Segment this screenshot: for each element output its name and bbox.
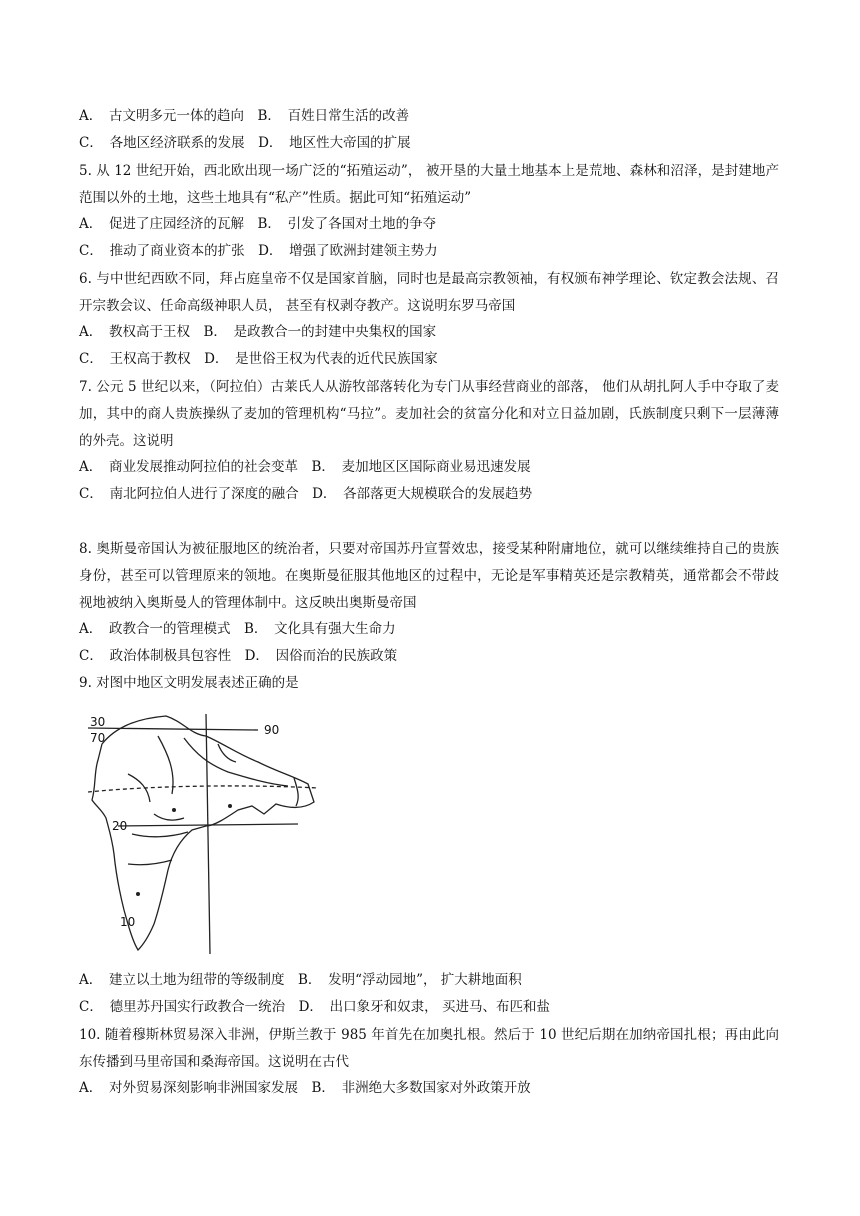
q9-options-ab: A． 建立以土地为纽带的等级制度 B． 发明“浮动园地”， 扩大耕地面积 — [79, 972, 522, 988]
q10-stem: 10. 随着穆斯林贸易深入非洲，伊斯兰教于 985 年首先在加奥扎根。然后于 10 世纪后期在加纳帝国扎根；再由此向东传播到马里帝国和桑海帝国。这说明在古代 — [79, 1027, 779, 1070]
q5-options-cd: C． 推动了商业资本的扩张 D． 增强了欧洲封建领主势力 — [79, 243, 438, 259]
map-label-90: 90 — [264, 723, 280, 737]
q6-stem: 6. 与中世纪西欧不同，拜占庭皇帝不仅是国家首脑，同时也是最高宗教领袖，有权颁布神学理论、钦定教会法规、召开宗教会议、任命高级神职人员， 甚至有权剥夺教产。这说明东罗马帝国 — [79, 271, 779, 314]
map-label-20: 20 — [112, 819, 128, 833]
tropic-line — [88, 786, 318, 792]
q10-options-ab: A． 对外贸易深刻影响非洲国家发展 B． 非洲绝大多数国家对外政策开放 — [79, 1080, 531, 1096]
river-6 — [154, 814, 184, 820]
river-7 — [294, 778, 298, 806]
q8-stem: 8. 奥斯曼帝国认为被征服地区的统治者，只要对帝国苏丹宣誓效忠，接受某种附庸地位，就可以继续维持自己的贵族身份，甚至可以管理原来的领地。在奥斯曼征服其他地区的过程中，无论是军事精英还是宗教精英，通常都会不带歧视地被纳入奥斯曼人的管理体制中。这反映出奥斯曼帝国 — [79, 541, 779, 611]
q7-options-cd: C． 南北阿拉伯人进行了深度的融合 D． 各部落更大规模联合的发展趋势 — [79, 486, 533, 502]
q4-options-cd: C． 各地区经济联系的发展 D． 地区性大帝国的扩展 — [79, 135, 411, 151]
south-asia-map — [88, 714, 320, 954]
river-4 — [132, 832, 188, 837]
latitude-30-line — [88, 728, 258, 730]
map-label-10: 10 — [120, 915, 136, 929]
river-1 — [158, 736, 173, 794]
river-5 — [128, 860, 172, 865]
q5-stem: 5. 从 12 世纪开始，西北欧出现一场广泛的“拓殖运动”， 被开垦的大量土地基本上是荒地、森林和沼泽，是封建地产范围以外的土地，这些土地具有“私产”性质。据此可知“拓殖运动” — [79, 163, 779, 206]
q8-options-ab: A． 政教合一的管理模式 B． 文化具有强大生命力 — [79, 621, 396, 637]
q7-options-ab: A． 商业发展推动阿拉伯的社会变革 B． 麦加地区区国际商业易迅速发展 — [79, 459, 531, 475]
q6-options-cd: C． 王权高于教权 D． 是世俗王权为代表的近代民族国家 — [79, 351, 438, 367]
q8-options-cd: C． 政治体制极具包容性 D． 因俗而治的民族政策 — [79, 648, 398, 664]
map-label-30: 30 — [90, 715, 106, 729]
q5-options-ab: A． 促进了庄园经济的瓦解 B． 引发了各国对土地的争夺 — [79, 216, 437, 232]
map-label-70: 70 — [90, 731, 106, 745]
q9-options-cd: C． 德里苏丹国实行政教合一统治 D． 出口象牙和奴隶， 买进马、布匹和盐 — [79, 999, 550, 1015]
q6-options-ab: A． 教权高于王权 B． 是政教合一的封建中央集权的国家 — [79, 324, 437, 340]
q9-stem: 9. 对图中地区文明发展表述正确的是 — [79, 675, 299, 691]
longitude-80-line — [206, 714, 210, 954]
q7-stem: 7. 公元 5 世纪以来，（阿拉伯）古莱氏人从游牧部落转化为专门从事经营商业的部落， 他们从胡扎阿人手中夺取了麦加，其中的商人贵族操纵了麦加的管理机构“马拉”。麦加社会的贫富分化和对立日益加剧，氏族制度只剩下一层薄薄的外壳。这说明 — [79, 379, 779, 449]
q4-options-ab: A． 古文明多元一体的趋向 B． 百姓日常生活的改善 — [79, 108, 410, 124]
